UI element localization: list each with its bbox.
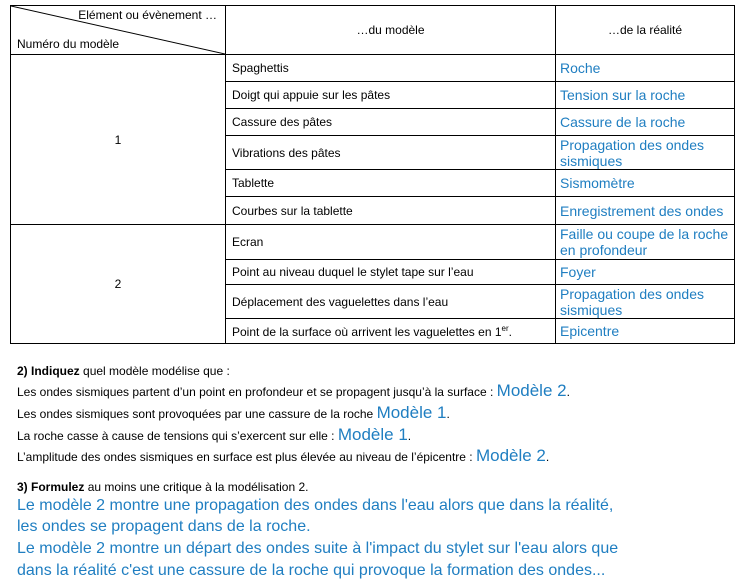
header-corner-cell (11, 6, 226, 55)
reality-cell: Cassure de la roche (556, 109, 735, 136)
answer: Modèle 2 (475, 446, 546, 465)
critique-line: Le modèle 2 montre une propagation des ondes dans l'eau alors que dans la réalité, (17, 497, 614, 514)
model-number-2: 2 (11, 225, 226, 344)
reality-cell: Epicentre (556, 319, 735, 344)
table-header-row (11, 6, 735, 55)
element-cell: Ecran (226, 225, 556, 260)
reality-cell: Sismomètre (556, 170, 735, 197)
model-table (10, 5, 735, 344)
element-cell: Tablette (226, 170, 556, 197)
reality-cell: Tension sur la roche (556, 82, 735, 109)
question-2-heading: 2) Indiquez quel modèle modélise que : (17, 364, 230, 378)
reality-cell: Enregistrement des ondes (556, 197, 735, 225)
question-2-item: Les ondes sismiques sont provoquées par une cassure de la roche Modèle 1. (17, 403, 450, 422)
reality-cell: Propagation des ondes sismiques (556, 136, 735, 170)
question-2-item: La roche casse à cause de tensions qui s’exercent sur elle : Modèle 1. (17, 425, 412, 444)
answer: Modèle 1 (337, 425, 408, 444)
element-cell: Déplacement des vaguelettes dans l’eau (226, 285, 556, 319)
element-cell: Cassure des pâtes (226, 109, 556, 136)
model-number-1: 1 (11, 55, 226, 225)
header-model-col: …du modèle (226, 6, 556, 55)
header-reality-col: …de la réalité (556, 6, 735, 55)
question-2-item: L’amplitude des ondes sismiques en surface est plus élevée au niveau de l’épicentre : Modèle 2. (17, 446, 550, 465)
reality-cell: Foyer (556, 260, 735, 285)
reality-cell: Roche (556, 55, 735, 82)
header-model-number-label: Numéro du modèle (17, 37, 120, 51)
question-2-item: Les ondes sismiques partent d’un point en profondeur et se propagent jusqu’à la surface : Modèle 2. (17, 381, 570, 400)
header-element-label: Elément ou évènement … (78, 8, 217, 22)
element-cell: Point de la surface où arrivent les vaguelettes en 1er. (226, 319, 556, 344)
element-cell: Courbes sur la tablette (226, 197, 556, 225)
reality-cell: Faille ou coupe de la roche en profondeur (556, 225, 735, 260)
element-cell: Spaghettis (226, 55, 556, 82)
answer: Modèle 2 (496, 381, 567, 400)
table-row (11, 225, 735, 260)
table-row (11, 55, 735, 82)
critique-line: les ondes se propagent dans de la roche. (17, 518, 311, 535)
answer: Modèle 1 (376, 403, 447, 422)
element-cell: Vibrations des pâtes (226, 136, 556, 170)
question-3-heading: 3) Formulez au moins une critique à la modélisation 2. (17, 480, 309, 494)
element-cell: Doigt qui appuie sur les pâtes (226, 82, 556, 109)
reality-cell: Propagation des ondes sismiques (556, 285, 735, 319)
element-cell: Point au niveau duquel le stylet tape sur l’eau (226, 260, 556, 285)
critique-line: dans la réalité c'est une cassure de la roche qui provoque la formation des ondes... (17, 562, 606, 579)
critique-line: Le modèle 2 montre un départ des ondes suite à l'impact du stylet sur l'eau alors que (17, 540, 619, 557)
